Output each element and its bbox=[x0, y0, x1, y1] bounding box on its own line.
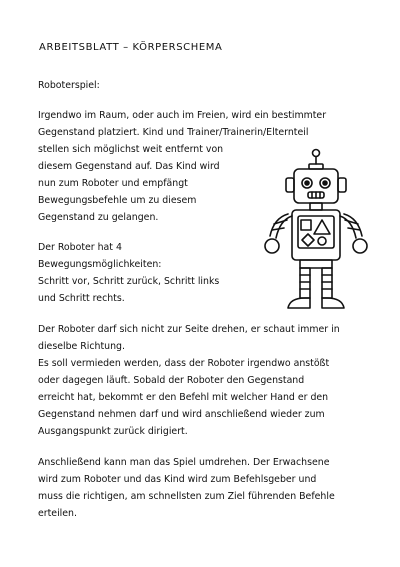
paragraph3-line: dieselbe Richtung. bbox=[38, 341, 125, 352]
paragraph1-line: Bewegungsbefehle um zu diesem bbox=[38, 195, 197, 206]
paragraph1-line: Gegenstand zu gelangen. bbox=[38, 212, 159, 223]
paragraph1-line: diesem Gegenstand auf. Das Kind wird bbox=[38, 161, 220, 172]
paragraph2-line: Bewegungsmöglichkeiten: bbox=[38, 259, 162, 270]
paragraph4-line: Anschließend kann man das Spiel umdrehen. Der Erwachsene bbox=[38, 457, 330, 468]
paragraph1-line: stellen sich möglichst weit entfernt von bbox=[38, 144, 224, 155]
paragraph4-line: muss die richtigen, am schnellsten zum Ziel führenden Befehle bbox=[38, 491, 335, 502]
paragraph1-line: Gegenstand platziert. Kind und Trainer/Trainerin/Elternteil bbox=[38, 127, 309, 138]
robot-illustration bbox=[260, 148, 372, 318]
paragraph2-line: Der Roboter hat 4 bbox=[38, 242, 122, 253]
section-subtitle: Roboterspiel: bbox=[38, 80, 100, 91]
paragraph3-line: Ausgangspunkt zurück dirigiert. bbox=[38, 426, 188, 437]
paragraph3-line: oder dagegen läuft. Sobald der Roboter den Gegenstand bbox=[38, 375, 305, 386]
paragraph3-line: erreicht hat, bekommt er den Befehl mit welcher Hand er den bbox=[38, 392, 329, 403]
paragraph2-line: und Schritt rechts. bbox=[38, 293, 125, 304]
paragraph4-line: erteilen. bbox=[38, 508, 77, 519]
paragraph3-line: Gegenstand nehmen darf und wird anschließend wieder zum bbox=[38, 409, 325, 420]
paragraph1-line: Irgendwo im Raum, oder auch im Freien, wird ein bestimmter bbox=[38, 110, 327, 121]
paragraph4-line: wird zum Roboter und das Kind wird zum Befehlsgeber und bbox=[38, 474, 317, 485]
paragraph1-line: nun zum Roboter und empfängt bbox=[38, 178, 188, 189]
paragraph2-line: Schritt vor, Schritt zurück, Schritt links bbox=[38, 276, 220, 287]
page-title: ARBEITSBLATT – KÖRPERSCHEMA bbox=[39, 42, 223, 53]
paragraph3-line: Es soll vermieden werden, dass der Roboter irgendwo anstößt bbox=[38, 358, 330, 369]
paragraph3-line: Der Roboter darf sich nicht zur Seite drehen, er schaut immer in bbox=[38, 324, 340, 335]
